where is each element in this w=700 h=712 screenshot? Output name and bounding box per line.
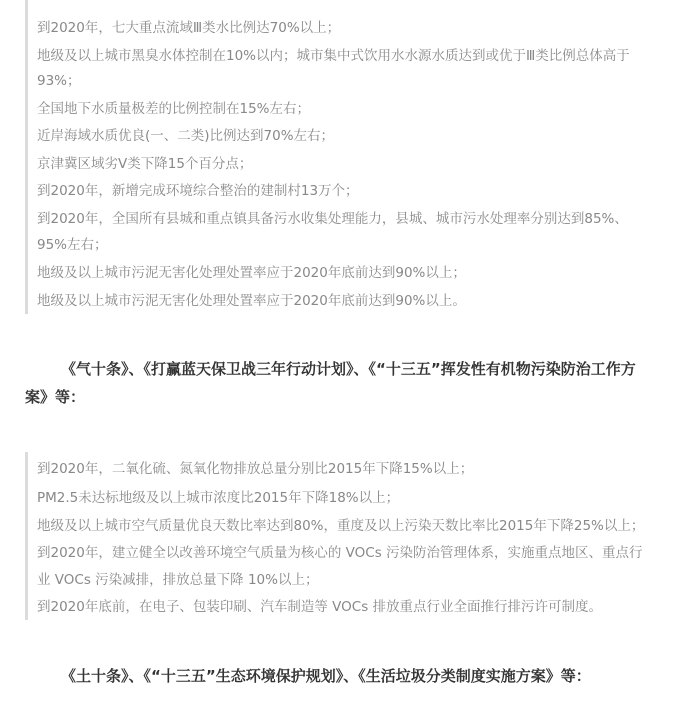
water-target-line: 93%； [37, 73, 81, 89]
soil-policy-heading-text: 《土十条》、《“十三五”生态环境保护规划》、《生活垃圾分类制度实施方案》等： [61, 667, 591, 685]
water-target-line: 地级及以上城市污泥无害化处理处置率应于2020年底前达到90%以上。 [37, 293, 466, 309]
water-target-line: 全国地下水质量极差的比例控制在15%左右； [37, 101, 311, 117]
water-target-line: 到2020年，七大重点流域Ⅲ类水比例达70%以上； [37, 20, 341, 36]
air-policy-heading-cont [25, 384, 690, 410]
air-target-line: 地级及以上城市空气质量优良天数比率达到80%，重度及以上污染天数比率比2015年下降25%以上； [37, 518, 645, 534]
water-target-line: 地级及以上城市污泥无害化处理处置率应于2020年底前达到90%以上； [37, 265, 466, 281]
air-policy-heading [25, 356, 690, 382]
water-target-line: 京津冀区域劣V类下降15个百分点； [37, 156, 253, 172]
water-targets-quote [25, 0, 685, 314]
soil-policy-heading [25, 663, 690, 689]
water-target-line: 到2020年，新增完成环境综合整治的建制村13万个； [37, 183, 359, 199]
air-targets-quote [25, 452, 685, 620]
air-target-line: PM2.5未达标地级及以上城市浓度比2015年下降18%以上； [37, 490, 400, 506]
water-target-line: 近岸海域水质优良(一、二类)比例达到70%左右； [37, 128, 335, 144]
air-target-line: 到2020年，二氧化硫、氮氧化物排放总量分别比2015年下降15%以上； [37, 461, 474, 477]
air-target-line: 到2020年底前，在电子、包装印刷、汽车制造等 VOCs 排放重点行业全面推行排污许可制度。 [37, 599, 603, 615]
air-policy-heading-line2: 案》等： [25, 388, 86, 406]
water-target-line: 地级及以上城市黑臭水体控制在10%以内；城市集中式饮用水水源水质达到或优于Ⅲ类比例总体高于 [37, 48, 630, 64]
air-policy-heading-line1: 《气十条》、《打赢蓝天保卫战三年行动计划》、《“十三五”挥发性有机物污染防治工作方 [61, 360, 636, 378]
air-target-line: 到2020年，建立健全以改善环境空气质量为核心的 VOCs 污染防治管理体系，实施重点地区、重点行 [37, 545, 643, 561]
water-target-line: 95%左右； [37, 237, 108, 253]
water-target-line: 到2020年，全国所有县城和重点镇具备污水收集处理能力，县城、城市污水处理率分别达到85%、 [37, 211, 628, 227]
air-target-line: 业 VOCs 污染减排，排放总量下降 10%以上； [37, 572, 319, 588]
